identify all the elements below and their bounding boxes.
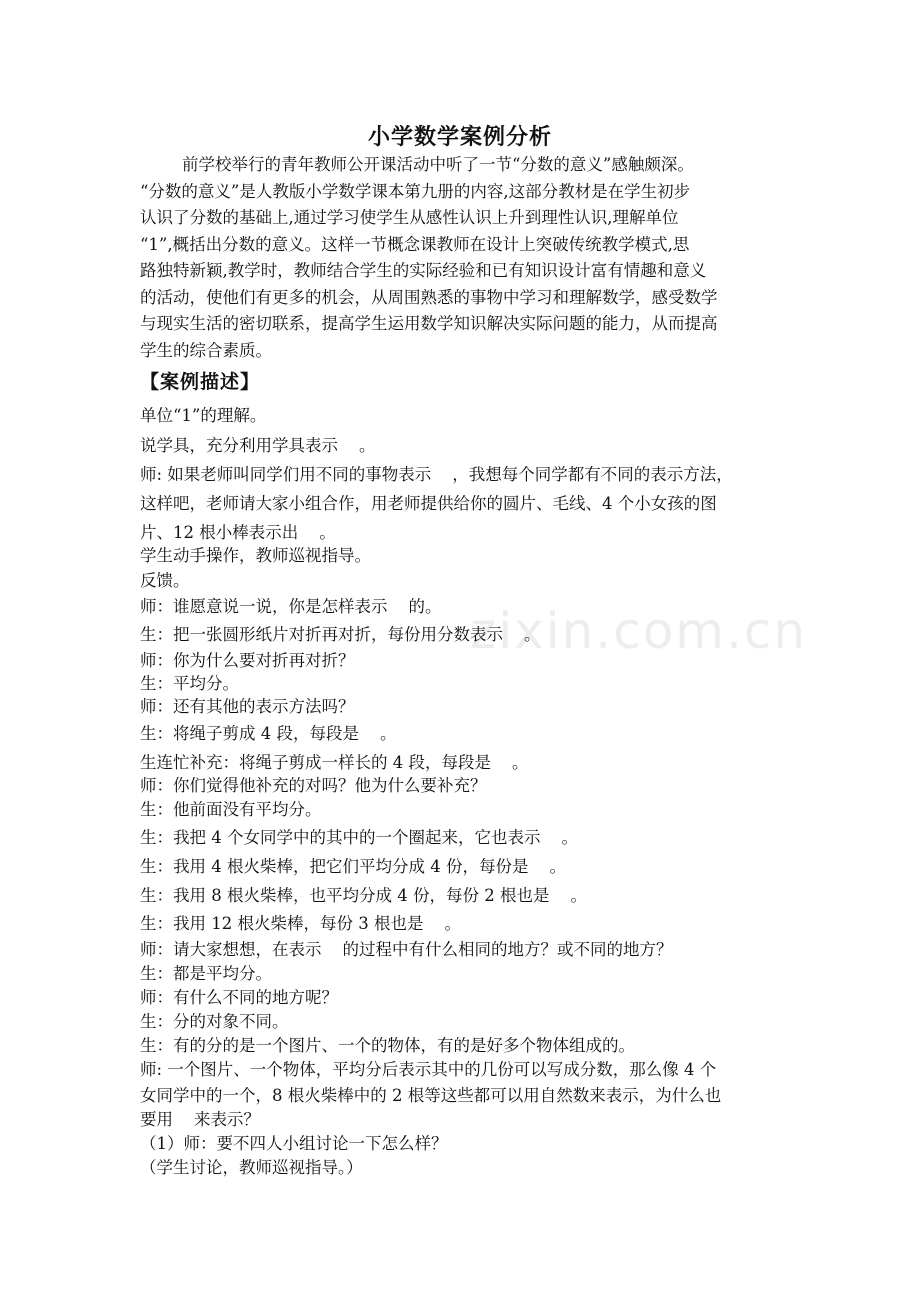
body-line: 师：请大家想想，在表示 的过程中有什么相同的地方？或不同的地方？	[140, 940, 673, 959]
intro-line: 学生的综合素质。	[140, 340, 272, 360]
body-line: 师: 一个图片、一个物体，平均分后表示其中的几份可以写成分数，那么像 4 个	[140, 1060, 717, 1079]
body-line: 师：你们觉得他补充的对吗？他为什么要补充？	[140, 776, 487, 795]
body-line: 生连忙补充：将绳子剪成一样长的 4 段，每段是 。	[140, 753, 529, 772]
intro-line: 认识了分数的基础上,通过学习使学生从感性认识上升到理性认识,理解单位	[140, 208, 679, 227]
body-line: 这样吧，老师请大家小组合作，用老师提供给你的圆片、毛线、4 个小女孩的图	[140, 494, 717, 513]
body-line: 生：都是平均分。	[140, 964, 272, 983]
body-line: （1）师：要不四人小组讨论一下怎么样？	[140, 1134, 448, 1153]
body-line: 生：我把 4 个女同学中的其中的一个圈起来，它也表示 。	[140, 828, 578, 847]
intro-line: 路独特新颖,教学时，教师结合学生的实际经验和已有知识设计富有情趣和意义	[140, 261, 707, 280]
body-line: 学生动手操作，教师巡视指导。	[140, 546, 371, 565]
body-line: 师：你为什么要对折再对折？	[140, 651, 355, 670]
body-line: 师: 如果老师叫同学们用不同的事物表示 ，我想每个同学都有不同的表示方法，	[140, 465, 733, 484]
intro-line: “1”,概括出分数的意义。这样一节概念课教师在设计上突破传统教学模式,思	[140, 234, 690, 254]
body-line: 生：我用 4 根火柴棒，把它们平均分成 4 份，每份是 。	[140, 857, 566, 876]
body-line: 生：我用 12 根火柴棒，每份 3 根也是 。	[140, 914, 461, 933]
body-line: 片、12 根小棒表示出 。	[140, 523, 336, 542]
body-line: 要用 来表示？	[140, 1110, 260, 1129]
body-line: 生：我用 8 根火柴棒，也平均分成 4 份，每份 2 根也是 。	[140, 886, 587, 905]
watermark: zixin.com.cn	[470, 602, 808, 660]
body-line: 反馈。	[140, 571, 190, 590]
body-line: 生：分的对象不同。	[140, 1012, 289, 1031]
body-line: （学生讨论，教师巡视指导。）	[140, 1158, 363, 1177]
intro-line: 前学校举行的青年教师公开课活动中听了一节“分数的意义”感触颇深。	[140, 155, 694, 174]
section-heading: 【案例描述】	[140, 371, 261, 393]
body-line: 女同学中的一个，8 根火柴棒中的 2 根等这些都可以用自然数来表示，为什么也	[140, 1086, 722, 1105]
body-line: 生：他前面没有平均分。	[140, 800, 322, 819]
body-line: 生：将绳子剪成 4 段，每段是 。	[140, 724, 397, 743]
body-line: 生：有的分的是一个图片、一个的物体，有的是好多个物体组成的。	[140, 1036, 635, 1055]
body-line: 师：有什么不同的地方呢？	[140, 988, 338, 1007]
intro-line: 与现实生活的密切联系，提高学生运用数学知识解决实际问题的能力，从而提高	[140, 314, 718, 333]
document-title: 小学数学案例分析	[367, 125, 552, 150]
intro-line: 的活动，使他们有更多的机会，从周围熟悉的事物中学习和理解数学，感受数学	[140, 287, 718, 307]
body-line: 说学具，充分利用学具表示 。	[140, 436, 376, 455]
intro-paragraph	[140, 152, 785, 364]
intro-line: “分数的意义”是人教版小学数学课本第九册的内容,这部分教材是在学生初步	[140, 181, 691, 201]
body-line: 师：谁愿意说一说，你是怎样表示 的。	[140, 597, 442, 616]
body-line: 师：还有其他的表示方法吗？	[140, 697, 355, 716]
body-line: 生：把一张圆形纸片对折再对折，每份用分数表示 。	[140, 625, 541, 644]
body-line: 单位“1”的理解。	[140, 406, 267, 425]
body-line: 生：平均分。	[140, 674, 239, 693]
